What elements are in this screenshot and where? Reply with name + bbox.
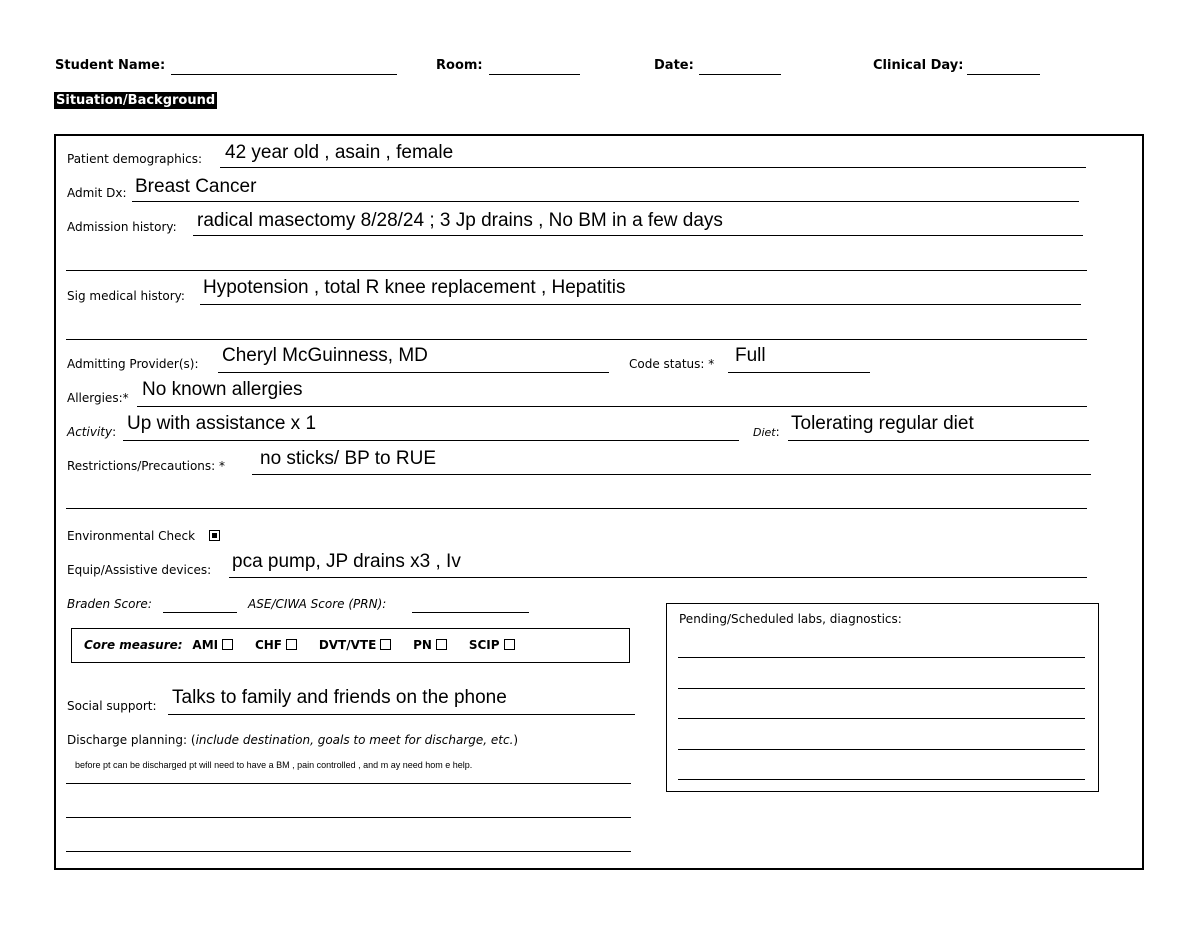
sig-medical-history-label: Sig medical history: (67, 289, 185, 303)
core-measure-scip[interactable]: SCIP (469, 638, 515, 652)
pending-labs-box (666, 603, 1099, 792)
pending-labs-line-4[interactable] (678, 749, 1085, 750)
allergies-label: Allergies:* (67, 391, 129, 405)
braden-field[interactable] (163, 612, 237, 613)
room-label: Room: (436, 58, 483, 73)
restrictions-value[interactable]: no sticks/ BP to RUE (260, 448, 436, 469)
braden-label: Braden Score: (67, 597, 152, 611)
pending-labs-line-1[interactable] (678, 657, 1085, 658)
admission-history-line-2 (66, 270, 1087, 271)
demographics-value[interactable]: 42 year old , asain , female (225, 142, 454, 163)
diet-value[interactable]: Tolerating regular diet (791, 413, 974, 434)
admit-dx-value[interactable]: Breast Cancer (135, 176, 257, 197)
core-measure-dvt-vte[interactable]: DVT/VTE (319, 638, 392, 652)
admitting-provider-value[interactable]: Cheryl McGuinness, MD (222, 345, 428, 366)
discharge-line-3 (66, 851, 631, 852)
allergies-line (137, 406, 1087, 407)
date-field[interactable] (699, 74, 781, 75)
equip-line (229, 577, 1087, 578)
diet-line (788, 440, 1089, 441)
discharge-line-2 (66, 817, 631, 818)
admission-history-line (193, 235, 1083, 236)
discharge-label-row (67, 733, 518, 747)
social-support-line (168, 714, 635, 715)
activity-label-wrap: Activity: (67, 425, 117, 439)
environmental-check-checkbox[interactable] (209, 530, 220, 541)
code-status-label: Code status: * (629, 357, 715, 371)
discharge-paren-open: ( (190, 733, 196, 747)
clinical-day-label: Clinical Day: (873, 58, 964, 73)
equip-label: Equip/Assistive devices: (67, 563, 212, 577)
core-measure-ami[interactable]: AMI (192, 638, 233, 652)
activity-label: Activity (67, 425, 113, 439)
room-field[interactable] (489, 74, 580, 75)
restrictions-line (252, 474, 1091, 475)
social-support-label: Social support: (67, 699, 157, 713)
core-measure-row (84, 638, 533, 652)
code-status-value[interactable]: Full (735, 345, 766, 366)
equip-value[interactable]: pca pump, JP drains x3 , Iv (232, 551, 461, 572)
demographics-label: Patient demographics: (67, 152, 202, 166)
pending-labs-line-3[interactable] (678, 718, 1085, 719)
pending-labs-line-5[interactable] (678, 779, 1085, 780)
diet-label: Diet (753, 426, 776, 439)
allergies-value[interactable]: No known allergies (142, 379, 303, 400)
discharge-line-1 (66, 783, 631, 784)
environmental-check-label: Environmental Check (67, 529, 196, 543)
pending-labs-line-2[interactable] (678, 688, 1085, 689)
date-label: Date: (654, 58, 694, 73)
discharge-paren-close: ) (513, 733, 519, 747)
restrictions-line-2 (66, 508, 1087, 509)
discharge-label: Discharge planning: (67, 733, 188, 747)
admit-dx-line (132, 201, 1079, 202)
activity-value[interactable]: Up with assistance x 1 (127, 413, 317, 434)
environmental-check (67, 529, 220, 543)
social-support-value[interactable]: Talks to family and friends on the phone (172, 687, 507, 708)
restrictions-label: Restrictions/Precautions: * (67, 459, 226, 473)
discharge-hint: include destination, goals to meet for discharge, etc. (195, 733, 514, 747)
code-status-line (728, 372, 870, 373)
discharge-value[interactable]: before pt can be discharged pt will need to have a BM , pain controlled , and m ay need hom e help. (75, 760, 473, 770)
activity-line (123, 440, 739, 441)
admission-history-label: Admission history: (67, 220, 177, 234)
admission-history-value[interactable]: radical masectomy 8/28/24 ; 3 Jp drains , No BM in a few days (197, 210, 723, 231)
ase-ciwa-field[interactable] (412, 612, 529, 613)
sig-medical-history-line (200, 304, 1081, 305)
core-measure-label: Core measure: (84, 638, 183, 652)
core-measure-chf[interactable]: CHF (255, 638, 297, 652)
core-measure-pn[interactable]: PN (413, 638, 447, 652)
sig-medical-history-value[interactable]: Hypotension , total R knee replacement , Hepatitis (203, 277, 626, 298)
ase-ciwa-label: ASE/CIWA Score (PRN): (248, 597, 387, 611)
admitting-provider-label: Admitting Provider(s): (67, 357, 199, 371)
admit-dx-label: Admit Dx: (67, 186, 127, 200)
clinical-day-field[interactable] (967, 74, 1040, 75)
pending-labs-label: Pending/Scheduled labs, diagnostics: (679, 612, 902, 626)
admitting-provider-line (218, 372, 609, 373)
diet-label-wrap: Diet: (753, 425, 780, 439)
section-title: Situation/Background (56, 93, 216, 108)
student-name-field[interactable] (171, 74, 397, 75)
student-name-label: Student Name: (55, 58, 166, 73)
sig-medical-history-line-2 (66, 339, 1087, 340)
demographics-line (220, 167, 1086, 168)
